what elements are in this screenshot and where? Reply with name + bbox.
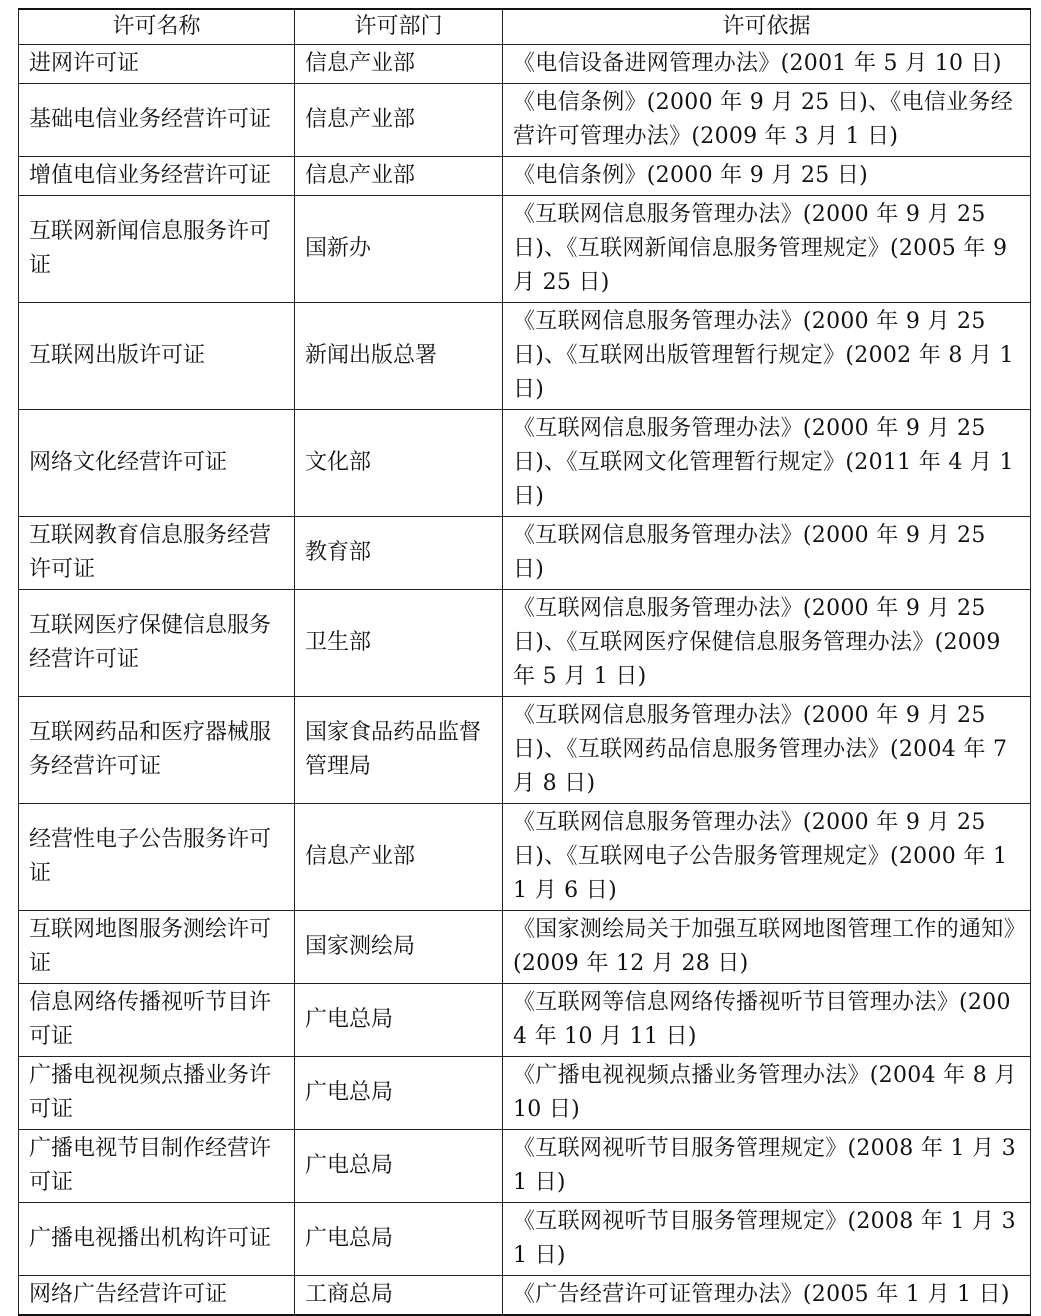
license-name: 网络文化经营许可证 (19, 410, 295, 517)
license-dept: 广电总局 (295, 1130, 503, 1203)
table-row (19, 1276, 1031, 1316)
table-row (19, 410, 1031, 517)
license-basis: 《电信设备进网管理办法》(2001 年 5 月 10 日) (503, 45, 1031, 84)
license-basis: 《互联网信息服务管理办法》(2000 年 9 月 25 日)、《互联网医疗保健信息服务管理办法》(2009 年 5 月 1 日) (503, 590, 1031, 697)
license-basis: 《广告经营许可证管理办法》(2005 年 1 月 1 日) (503, 1276, 1031, 1316)
table-row (19, 911, 1031, 984)
license-name: 经营性电子公告服务许可证 (19, 804, 295, 911)
license-basis: 《互联网信息服务管理办法》(2000 年 9 月 25 日)、《互联网新闻信息服务管理规定》(2005 年 9 月 25 日) (503, 196, 1031, 303)
table-body (19, 45, 1031, 1316)
license-dept: 国家食品药品监督管理局 (295, 697, 503, 804)
license-basis: 《互联网信息服务管理办法》(2000 年 9 月 25 日)、《互联网出版管理暂行规定》(2002 年 8 月 1 日) (503, 303, 1031, 410)
license-basis: 《国家测绘局关于加强互联网地图管理工作的通知》(2009 年 12 月 28 日) (503, 911, 1031, 984)
table-row (19, 157, 1031, 196)
table-header (19, 9, 1031, 45)
header-license-name: 许可名称 (19, 9, 295, 45)
license-basis: 《互联网信息服务管理办法》(2000 年 9 月 25 日)、《互联网药品信息服务管理办法》(2004 年 7 月 8 日) (503, 697, 1031, 804)
license-dept: 信息产业部 (295, 804, 503, 911)
header-row (19, 9, 1031, 45)
license-name: 互联网新闻信息服务许可证 (19, 196, 295, 303)
license-basis: 《互联网视听节目服务管理规定》(2008 年 1 月 31 日) (503, 1130, 1031, 1203)
header-license-dept: 许可部门 (295, 9, 503, 45)
license-name: 信息网络传播视听节目许可证 (19, 984, 295, 1057)
table-row (19, 517, 1031, 590)
table-row (19, 984, 1031, 1057)
license-dept: 信息产业部 (295, 157, 503, 196)
license-dept: 广电总局 (295, 984, 503, 1057)
table-row (19, 1057, 1031, 1130)
license-name: 增值电信业务经营许可证 (19, 157, 295, 196)
license-basis: 《互联网视听节目服务管理规定》(2008 年 1 月 31 日) (503, 1203, 1031, 1276)
header-license-basis: 许可依据 (503, 9, 1031, 45)
license-name: 基础电信业务经营许可证 (19, 84, 295, 157)
license-basis: 《互联网信息服务管理办法》(2000 年 9 月 25 日)、《互联网电子公告服务管理规定》(2000 年 11 月 6 日) (503, 804, 1031, 911)
license-name: 进网许可证 (19, 45, 295, 84)
license-name: 互联网出版许可证 (19, 303, 295, 410)
license-dept: 卫生部 (295, 590, 503, 697)
table-row (19, 303, 1031, 410)
license-dept: 教育部 (295, 517, 503, 590)
table-row (19, 45, 1031, 84)
license-dept: 广电总局 (295, 1057, 503, 1130)
table-row (19, 84, 1031, 157)
license-table-container (18, 8, 1030, 1316)
table-row (19, 1203, 1031, 1276)
license-dept: 信息产业部 (295, 45, 503, 84)
license-basis: 《电信条例》(2000 年 9 月 25 日) (503, 157, 1031, 196)
license-basis: 《互联网信息服务管理办法》(2000 年 9 月 25 日) (503, 517, 1031, 590)
license-table (18, 8, 1031, 1316)
license-dept: 新闻出版总署 (295, 303, 503, 410)
license-basis: 《电信条例》(2000 年 9 月 25 日)、《电信业务经营许可管理办法》(2009 年 3 月 1 日) (503, 84, 1031, 157)
license-dept: 信息产业部 (295, 84, 503, 157)
license-dept: 国新办 (295, 196, 503, 303)
table-row (19, 590, 1031, 697)
table-row (19, 1130, 1031, 1203)
license-name: 互联网医疗保健信息服务经营许可证 (19, 590, 295, 697)
license-dept: 文化部 (295, 410, 503, 517)
license-name: 广播电视节目制作经营许可证 (19, 1130, 295, 1203)
license-basis: 《互联网等信息网络传播视听节目管理办法》(2004 年 10 月 11 日) (503, 984, 1031, 1057)
table-row (19, 804, 1031, 911)
license-name: 广播电视播出机构许可证 (19, 1203, 295, 1276)
license-dept: 广电总局 (295, 1203, 503, 1276)
license-name: 网络广告经营许可证 (19, 1276, 295, 1316)
license-basis: 《广播电视视频点播业务管理办法》(2004 年 8 月 10 日) (503, 1057, 1031, 1130)
license-dept: 国家测绘局 (295, 911, 503, 984)
license-name: 互联网教育信息服务经营许可证 (19, 517, 295, 590)
license-basis: 《互联网信息服务管理办法》(2000 年 9 月 25 日)、《互联网文化管理暂行规定》(2011 年 4 月 1 日) (503, 410, 1031, 517)
license-dept: 工商总局 (295, 1276, 503, 1316)
table-row (19, 697, 1031, 804)
license-name: 广播电视视频点播业务许可证 (19, 1057, 295, 1130)
table-row (19, 196, 1031, 303)
license-name: 互联网地图服务测绘许可证 (19, 911, 295, 984)
license-name: 互联网药品和医疗器械服务经营许可证 (19, 697, 295, 804)
